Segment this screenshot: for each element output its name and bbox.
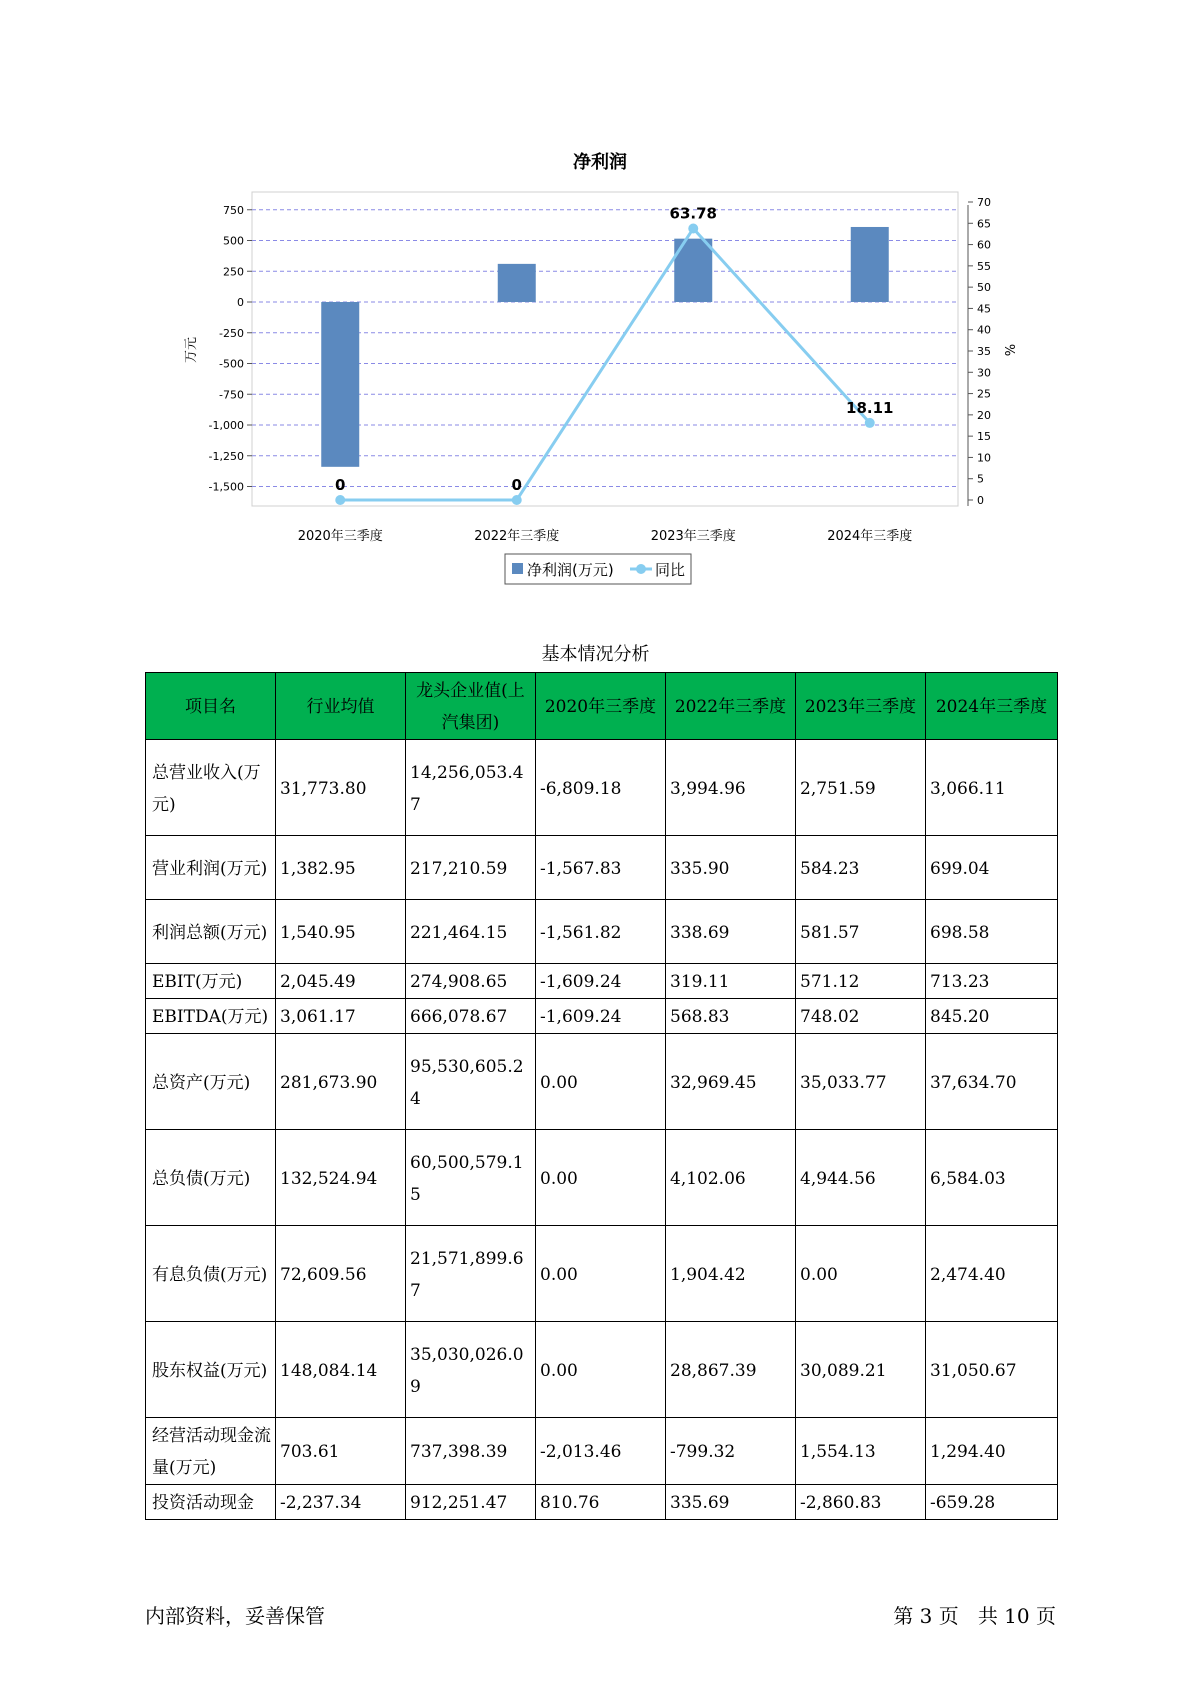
value-cell: 2,474.40 [926,1226,1058,1322]
table-row [146,1418,1058,1485]
yoy-data-label: 0 [511,476,522,494]
header-cell: 2024年三季度 [926,673,1058,740]
value-cell: 748.02 [796,999,926,1034]
value-cell: 0.00 [536,1322,666,1418]
right-axis [968,196,991,507]
value-cell: 0.00 [536,1226,666,1322]
value-cell: 35,030,026.09 [406,1322,536,1418]
right-tick-label: 55 [977,259,991,273]
x-tick-label: 2022年三季度 [474,529,560,544]
table-row [146,1485,1058,1520]
right-tick-label: 45 [977,302,991,316]
left-tick-label: 750 [223,203,244,217]
value-cell: 148,084.14 [276,1322,406,1418]
value-cell: 28,867.39 [666,1322,796,1418]
legend-bar-label: 净利润(万元) [527,561,614,579]
y-right-axis-label: % [1001,343,1016,357]
header-cell: 2023年三季度 [796,673,926,740]
row-label-cell: 股东权益(万元) [146,1322,276,1418]
value-cell: -1,609.24 [536,964,666,999]
value-cell: 4,944.56 [796,1130,926,1226]
table-row [146,836,1058,900]
x-tick-label: 2020年三季度 [297,529,383,544]
value-cell: 281,673.90 [276,1034,406,1130]
value-cell: 0.00 [796,1226,926,1322]
analysis-table [145,672,1058,1520]
table-body [146,740,1058,1520]
value-cell: 912,251.47 [406,1485,536,1520]
value-cell: 32,969.45 [666,1034,796,1130]
value-cell: 319.11 [666,964,796,999]
legend-bar-swatch [512,563,523,574]
left-tick-label: -1,250 [208,449,244,463]
right-tick-label: 15 [977,430,991,444]
value-cell: 95,530,605.24 [406,1034,536,1130]
bar [498,264,536,302]
bar [851,227,889,302]
value-cell: 581.57 [796,900,926,964]
left-tick-label: 500 [223,234,244,248]
yoy-point [512,495,522,505]
value-cell: 274,908.65 [406,964,536,999]
yoy-line [340,228,870,500]
yoy-point [335,495,345,505]
legend-line-label: 同比 [655,561,686,579]
right-tick-label: 35 [977,345,991,358]
left-axis [209,204,252,494]
value-cell: 0.00 [536,1034,666,1130]
footer-page-number: 第 3 页 共 10 页 [893,1604,1056,1628]
value-cell: 31,773.80 [276,740,406,836]
x-tick-label: 2023年三季度 [650,529,736,544]
table-row [146,999,1058,1034]
row-label-cell: 经营活动现金流量(万元) [146,1418,276,1485]
yoy-data-label: 0 [335,476,346,494]
left-tick-label: -1,000 [208,419,244,432]
right-tick-label: 65 [977,217,991,231]
table-row [146,1034,1058,1130]
left-tick-label: -250 [219,326,244,340]
value-cell: 37,634.70 [926,1034,1058,1130]
table-row [146,740,1058,836]
right-tick-label: 40 [977,323,991,337]
value-cell: -2,237.34 [276,1485,406,1520]
x-axis [298,528,913,544]
row-label-cell: 营业利润(万元) [146,836,276,900]
header-cell: 行业均值 [276,673,406,740]
row-label-cell: 利润总额(万元) [146,900,276,964]
value-cell: 666,078.67 [406,999,536,1034]
value-cell: 699.04 [926,836,1058,900]
value-cell: 217,210.59 [406,836,536,900]
value-cell: 1,904.42 [666,1226,796,1322]
value-cell: -1,609.24 [536,999,666,1034]
value-cell: 6,584.03 [926,1130,1058,1226]
value-cell: 14,256,053.47 [406,740,536,836]
yoy-point [688,223,698,233]
table-row [146,1130,1058,1226]
value-cell: 703.61 [276,1418,406,1485]
value-cell: 35,033.77 [796,1034,926,1130]
value-cell: 31,050.67 [926,1322,1058,1418]
value-cell: 132,524.94 [276,1130,406,1226]
value-cell: 2,045.49 [276,964,406,999]
y-left-axis-label: 万元 [184,336,199,364]
right-tick-label: 20 [977,408,991,422]
table-row [146,1226,1058,1322]
value-cell: -659.28 [926,1485,1058,1520]
value-cell: 845.20 [926,999,1058,1034]
x-tick-label: 2024年三季度 [827,529,913,544]
right-tick-label: 10 [977,451,991,465]
value-cell: 3,066.11 [926,740,1058,836]
row-label-cell: 总资产(万元) [146,1034,276,1130]
value-cell: -799.32 [666,1418,796,1485]
row-label-cell: 总营业收入(万元) [146,740,276,836]
chart-title: 净利润 [573,152,627,173]
row-label-cell: 总负债(万元) [146,1130,276,1226]
value-cell: 221,464.15 [406,900,536,964]
right-tick-label: 60 [977,238,991,252]
right-tick-label: 70 [977,196,991,209]
header-cell: 2020年三季度 [536,673,666,740]
bar [321,302,359,467]
table-row [146,1322,1058,1418]
value-cell: 338.69 [666,900,796,964]
value-cell: 1,540.95 [276,900,406,964]
value-cell: 1,294.40 [926,1418,1058,1485]
value-cell: 1,382.95 [276,836,406,900]
table-row [146,964,1058,999]
value-cell: 737,398.39 [406,1418,536,1485]
net-profit-chart [0,0,1191,620]
left-tick-label: -500 [219,357,244,371]
table-row [146,900,1058,964]
row-label-cell: 有息负债(万元) [146,1226,276,1322]
value-cell: 1,554.13 [796,1418,926,1485]
yoy-data-label: 63.78 [669,204,717,223]
value-cell: 60,500,579.15 [406,1130,536,1226]
yoy-data-label: 18.11 [846,398,894,417]
legend-line-marker [636,564,646,574]
value-cell: 3,061.17 [276,999,406,1034]
value-cell: -6,809.18 [536,740,666,836]
table-title: 基本情况分析 [541,644,650,665]
right-tick-label: 5 [977,472,984,486]
row-label-cell: EBIT(万元) [146,964,276,999]
value-cell: 810.76 [536,1485,666,1520]
line-series [335,204,893,505]
left-tick-label: -1,500 [208,480,244,494]
left-tick-label: 0 [237,296,244,309]
header-cell: 2022年三季度 [666,673,796,740]
value-cell: -2,013.46 [536,1418,666,1485]
table-header-row [146,673,1058,740]
value-cell: 2,751.59 [796,740,926,836]
bar-series [321,227,889,467]
value-cell: 568.83 [666,999,796,1034]
row-label-cell: EBITDA(万元) [146,999,276,1034]
footer-confidential: 内部资料，妥善保管 [145,1604,325,1628]
value-cell: 3,994.96 [666,740,796,836]
legend [505,554,691,584]
value-cell: 335.90 [666,836,796,900]
right-tick-label: 0 [977,494,984,507]
value-cell: 30,089.21 [796,1322,926,1418]
left-tick-label: -750 [219,388,244,402]
yoy-point [865,418,875,428]
row-label-cell: 投资活动现金 [146,1485,276,1520]
right-tick-label: 25 [977,387,991,401]
value-cell: 571.12 [796,964,926,999]
value-cell: 698.58 [926,900,1058,964]
value-cell: -2,860.83 [796,1485,926,1520]
header-cell: 龙头企业值(上汽集团) [406,673,536,740]
header-cell: 项目名 [146,673,276,740]
value-cell: -1,567.83 [536,836,666,900]
right-tick-label: 50 [977,281,991,295]
right-tick-label: 30 [977,366,991,380]
left-tick-label: 250 [223,265,244,279]
value-cell: -1,561.82 [536,900,666,964]
value-cell: 21,571,899.67 [406,1226,536,1322]
value-cell: 713.23 [926,964,1058,999]
value-cell: 72,609.56 [276,1226,406,1322]
value-cell: 335.69 [666,1485,796,1520]
value-cell: 0.00 [536,1130,666,1226]
value-cell: 4,102.06 [666,1130,796,1226]
value-cell: 584.23 [796,836,926,900]
